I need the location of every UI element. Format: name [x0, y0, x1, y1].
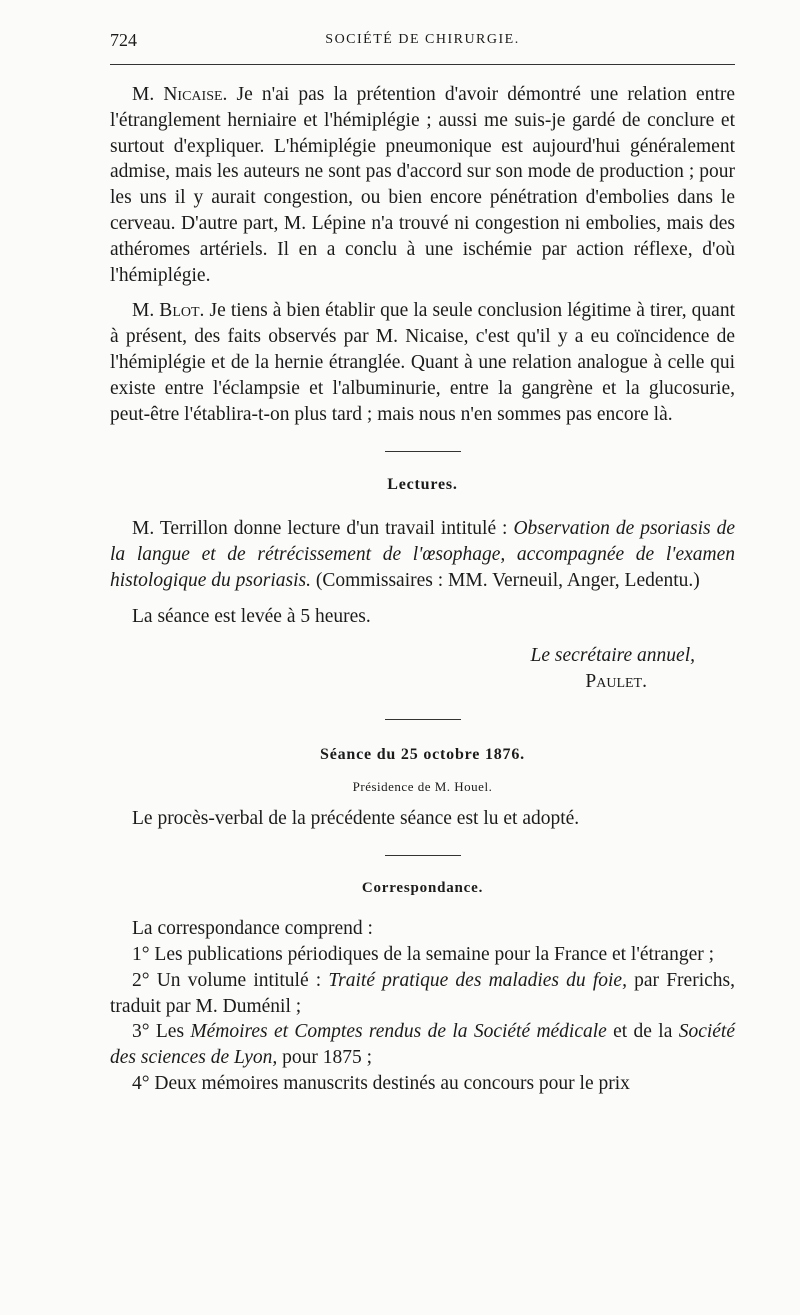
item2-author: par Frerichs, traduit par M. Duménil ; [110, 969, 735, 1017]
section-divider [385, 719, 461, 720]
speaker-nicaise: M. Nicaise. [132, 84, 228, 105]
running-head [110, 30, 735, 56]
paragraph-blot-text: Je tiens à bien établir que la seule conclusion légitime à tirer, quant à présent, des faits observés par M. Nicaise, c'est qu'il y a eu coïncidence de l'hémiplégie et de la hernie étranglée. Quant à une relation analogue à celle qui existe entre l'éclampsie et l'albuminurie, entre la gangrène et la glucosurie, peut-être l'établira-t-on plus tard ; mais nous n'en sommes pas encore là. [110, 300, 735, 425]
correspondance-intro: La correspondance comprend : [132, 918, 373, 940]
section-title-seance: Séance du 25 octobre 1876. [320, 745, 525, 763]
body-text [110, 82, 735, 1097]
paragraph-closing: La séance est levée à 5 heures. [132, 605, 371, 627]
item3-intro: 3° Les [132, 1021, 191, 1043]
running-title: SOCIÉTÉ DE CHIRURGIE. [325, 32, 520, 47]
section-divider [385, 451, 461, 452]
section-title-correspondance: Correspondance. [361, 880, 484, 897]
paragraph-minutes: Le procès-verbal de la précédente séance est lu et adopté. [132, 807, 580, 829]
paragraph-nicaise-text: Je n'ai pas la prétention d'avoir démontré une relation entre l'étranglement herniaire et l'hémiplégie ; aussi me suis-je gardé de conclure et surtout d'expliquer. L'hémiplégie pneumonique est aujourd'hui généralement admise, mais les auteurs ne sont pas d'accord sur son mode de production ; pour les uns il y aurait congestion, ou bien encore pénétration d'embolies dans le cerveau. D'autre part, M. Lépine n'a trouvé ni congestion ni embolies, mais des athéromes artériels. Il en a conclu à une ischémie par action réflexe, d'où l'hémiplégie. [110, 84, 735, 286]
presidency-line: Présidence de M. Houel. [352, 778, 493, 794]
paragraph-nicaise [110, 82, 735, 288]
paragraph-terrillon [110, 516, 735, 593]
page-number: 724 [110, 30, 137, 50]
correspondance-item-4: 4° Deux mémoires manuscrits destinés au concours pour le prix [132, 1072, 630, 1094]
terrillon-intro: M. Terrillon donne lecture d'un travail intitulé : [132, 518, 514, 540]
item3-title-2: Société des sciences de Lyon, [110, 1021, 735, 1069]
signature-role-text: Le secrétaire annuel, [530, 645, 695, 667]
correspondance-item-3 [110, 1019, 735, 1071]
item3-mid: et de la [606, 1021, 679, 1043]
work-title: Observation de psoriasis de la langue et de rétrécissement de l'œsophage, accompagnée de l'examen histologique du psoriasis. [110, 518, 735, 591]
paragraph-blot [110, 298, 735, 427]
speaker-blot: M. Blot. [132, 300, 205, 322]
item3-year: pour 1875 ; [277, 1047, 373, 1069]
section-title-lectures: Lectures. [387, 476, 458, 494]
item3-title-1: Mémoires et Comptes rendus de la Société médicale [190, 1021, 607, 1043]
correspondance-item-1: 1° Les publications périodiques de la semaine pour la France et l'étranger ; [132, 943, 715, 965]
section-divider [385, 855, 461, 856]
commissaires: (Commissaires : MM. Verneuil, Anger, Ledentu.) [310, 569, 700, 591]
signature-name: Paulet. [585, 671, 647, 693]
signature-role [110, 643, 735, 669]
item2-title: Traité pratique des maladies du foie, [328, 969, 627, 991]
item2-intro: 2° Un volume intitulé : [132, 969, 329, 991]
header-rule [110, 64, 735, 65]
correspondance-item-2 [110, 968, 735, 1020]
